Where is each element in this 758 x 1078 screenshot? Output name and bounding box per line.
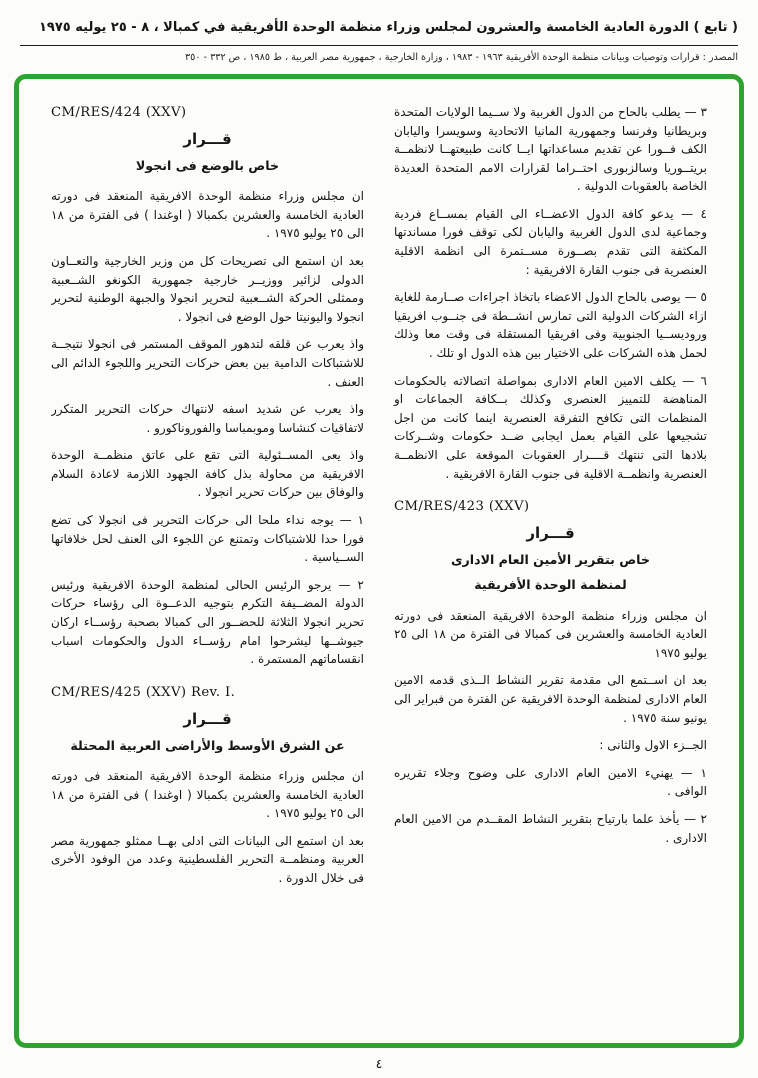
resolution-paragraph: ٢ — يأخذ علما بارتياح بتقرير النشاط المقــدم من الامين العام الادارى . [394,812,707,845]
resolution-paragraph: واذ يعرب عن شديد اسفه لانتهاك حركات التحرير المتكرر لاتفاقيات كنشاسا وموبمباسا والفوروناكورو . [51,402,364,435]
column-left [51,103,364,1025]
resolution-heading: قـــرار [183,129,232,148]
resolution-code-425: CM/RES/425 (XXV) Rev. I. [51,684,236,700]
resolution-paragraph: ١ — يهنيء الامين العام الادارى على وضوح وجلاء تقريره الوافى . [394,765,707,799]
session-title: ( تابع ) الدورة العادية الخامسة والعشرون لمجلس وزراء منظمة الوحدة الأفريقية في كمبالا ، ٨ - ٢٥ يوليه ١٩٧٥ [39,20,738,35]
resolution-paragraph: ١ — يوجه نداء ملحا الى حركات التحرير فى انجولا كى تضع فورا حدا للاشتباكات وتمتنع عن اللجوء الى العنف لحل خلافاتها الســياسية . [51,513,364,565]
resolution-code-423: CM/RES/423 (XXV) [394,499,530,515]
page-footer [14,1048,744,1078]
resolution-subtitle: عن الشرق الأوسط والأراضى العربية المحتلة [70,737,345,753]
resolution-paragraph: ان مجلس وزراء منظمة الوحدة الافريقية المنعقد فى دورته العادية الخامسة والعشرين فى كمبالا فى الفترة من ١٨ الى ٢٥ يوليو ١٩٧٥ [394,608,707,660]
page-number: ٤ [375,1055,383,1071]
source-note: المصدر : قرارات وتوصيات وبيانات منظمة الوحدة الأفريقية ١٩٦٣ - ١٩٨٣ ، وزارة الخارجية ، جمهورية مصر العربية ، ط ١٩٨٥ ، ص ٣٣٢ - ٣٥٠ [185,51,738,63]
resolution-paragraph: ٦ — يكلف الامين العام الادارى بمواصلة اتصالاته بالحكومات المناهضة للتمييز العنصرى وكذلك بــكافة الجماعات او المنظمات التى تكافح التفرقة العنصرية اينما كانت من اجل تشجيعها على القيام بعمل ايجابى ضــد حكومات وشــركات بلادها التى تنتهك قــــرار العقوبات الموقعة على الانظمــة العنصرية وانظمــة الاقلية فى جنوب القارة الافريقية . [394,373,707,481]
resolution-paragraph: ٤ — يدعو كافة الدول الاعضــاء الى القيام بمســاع فردية وجماعية لدى الدول الغربية واليابان لكى توقف فورا مساندتها المكثفة التى تقدم بصــورة مســتمرة الى انظمة الاقلية العنصرية فى جنوب القارة الافريقية : [394,206,707,277]
column-right [394,103,707,1025]
resolution-code-424: CM/RES/424 (XXV) [51,104,187,120]
resolution-paragraph: واذ يعى المســئولية التى تقع على عاتق منظمــة الوحدة الافريقية من محاولة بذل كافة الجهود اللازمة لاعادة السلام والوفاق بين حركات تحرير انجولا . [51,448,364,500]
resolution-subtitle: خاص بتقرير الأمين العام الادارى [451,552,650,568]
resolution-paragraph: بعد ان اســتمع الى مقدمة تقرير النشاط الــذى قدمه الامين العام الادارى لمنظمة الوحدة الافريقية عن الفترة من فبراير الى يونيو سنة ١٩٧٥ . [394,673,707,725]
resolution-paragraph: بعد ان استمع الى البيانات التى ادلى بهــا ممثلو جمهورية مصر العربية ومنظمــة التحرير الفلسطينية وعدد من الوفود الأخرى فى خلال الدورة . [51,833,364,886]
resolution-paragraph: ان مجلس وزراء منظمة الوحدة الافريقية المنعقد فى دورته العادية الخامسة والعشرين بكمبالا ( اوغندا ) فى الفترة من ١٨ الى ٢٥ يوليو ١٩٧٥ . [51,769,364,821]
page-header [14,16,744,64]
resolution-paragraph: الجــزء الاول والثانى : [599,738,707,753]
resolution-paragraph: ٥ — يوصى بالحاح الدول الاعضاء باتخاذ اجراءات صــارمة للغاية ازاء الشركات الدولية التى تمارس انشــطة فى جنــوب افريقيا وروديســيا الجنوبية وفى افريقيا المستقلة فى وقت معا وذلك لحمل هذه الشركات على الاختيار بين هذه الدول او تلك . [394,290,707,361]
resolution-paragraph: ٣ — يطلب بالحاح من الدول الغربية ولا ســيما الولايات المتحدة وبريطانيا وفرنسا وجمهورية المانيا الاتحادية وسويسرا واليابان الكف فــورا عن تقديم مساعداتها ايــا كانت طبيعتهــا لانظمــة بريتــوريا وسالزبورى احتــراما لقرارات الامم المتحدة العديدة الخاصة بالعقوبات الدولية . [394,104,707,194]
two-column-layout [51,103,707,1025]
content-frame [14,74,744,1048]
resolution-paragraph: ان مجلس وزراء منظمة الوحدة الافريقية المنعقد فى دورته العادية الخامسة والعشرين بكمبالا ( اوغندا ) فى الفترة من ١٨ الى ٢٥ يوليو ١٩٧٥ . [51,189,364,241]
resolution-paragraph: واذ يعرب عن قلقه لتدهور الموقف المستمر فى انجولا نتيجــة للاشتباكات الدامية بين بعض حركات التحرير واللجوء الدائم الى العنف . [51,337,364,389]
resolution-heading: قـــرار [526,524,575,543]
resolution-subtitle: لمنظمة الوحدة الأفريقية [474,577,627,593]
resolution-paragraph: بعد ان استمع الى تصريحات كل من وزير الخارجية والتعــاون الدولى لزائير ووزيــر خارجية جمهورية الكونغو الشــعبية وممثلى الحركة الشــعبية لتحرير انجولا والجبهة الوطنية لتحرير انجولا واليونيتا حول الوضع فى انجولا . [51,253,364,324]
header-divider [20,45,738,46]
resolution-heading: قـــرار [183,709,232,728]
resolution-subtitle: خاص بالوضع فى انجولا [135,157,280,173]
resolution-paragraph: ٢ — يرجو الرئيس الحالى لمنظمة الوحدة الافريقية ورئيس الدولة المضــيفة التكرم بتوجيه الدعــوة الى رؤساء حركات تحرير انجولا الثلاثة للحضــور الى كمبالا بصحبة رؤســاء اركان جيوشــها ليشرحوا امام رؤســاء الدول والحكومات اسباب انقساماتهم المستمرة . [51,577,364,667]
